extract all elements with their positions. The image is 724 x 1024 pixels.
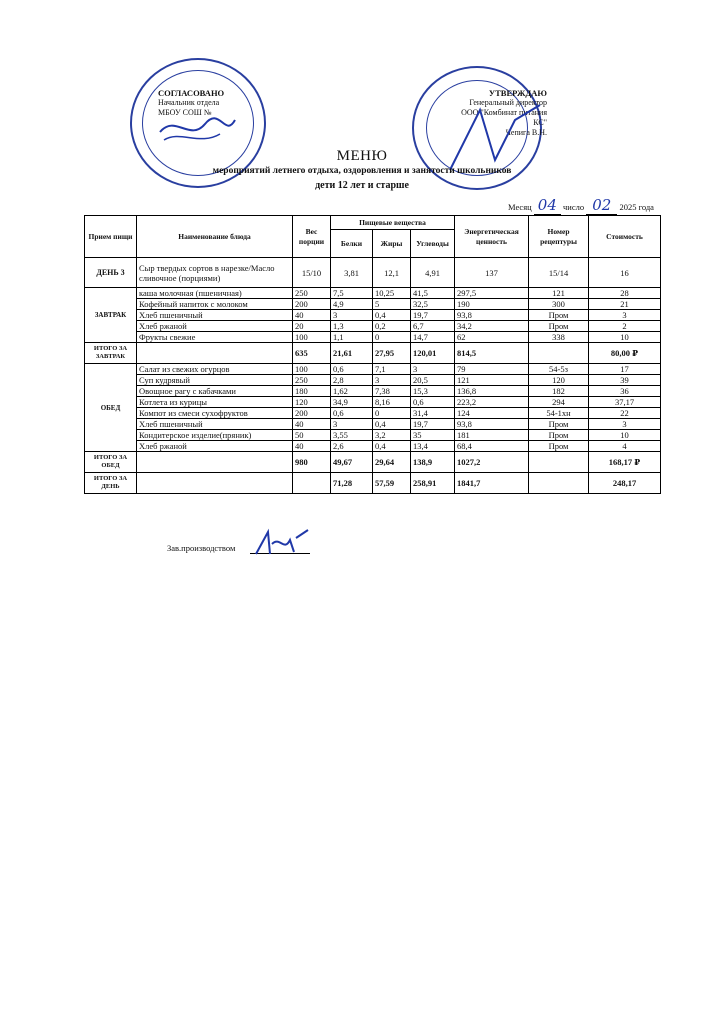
table-row xyxy=(85,441,661,452)
table-row xyxy=(85,408,661,419)
menu-table xyxy=(84,215,661,494)
carbs-cell: 32,5 xyxy=(411,299,455,310)
header-carbs: Углеводы xyxy=(411,230,455,258)
carbs-cell: 4,91 xyxy=(411,258,455,288)
energy-cell: 121 xyxy=(455,375,529,386)
carbs-cell: 20,5 xyxy=(411,375,455,386)
dish-cell: каша молочная (пшеничная) xyxy=(137,288,293,299)
fat-cell: 5 xyxy=(373,299,411,310)
energy-total: 814,5 xyxy=(455,343,529,364)
recipe-cell-empty xyxy=(529,452,589,473)
carbs-cell: 19,7 xyxy=(411,310,455,321)
fat-total: 29,64 xyxy=(373,452,411,473)
audience-line: дети 12 лет и старше xyxy=(315,180,409,191)
header-fat: Жиры xyxy=(373,230,411,258)
cost-cell: 28 xyxy=(589,288,661,299)
carbs-cell: 0,6 xyxy=(411,397,455,408)
weight-total: 635 xyxy=(293,343,331,364)
header-protein: Белки xyxy=(331,230,373,258)
header-row xyxy=(85,216,661,230)
cost-total: 80,00 ₽ xyxy=(589,343,661,364)
protein-total: 21,61 xyxy=(331,343,373,364)
carbs-cell: 41,5 xyxy=(411,288,455,299)
table-row xyxy=(85,375,661,386)
protein-cell: 4,9 xyxy=(331,299,373,310)
energy-cell: 190 xyxy=(455,299,529,310)
recipe-cell-empty xyxy=(529,473,589,494)
cost-cell: 4 xyxy=(589,441,661,452)
protein-total: 71,28 xyxy=(331,473,373,494)
total-row-breakfast xyxy=(85,343,661,364)
protein-cell: 34,9 xyxy=(331,397,373,408)
table-row xyxy=(85,299,661,310)
page-title: МЕНЮ xyxy=(336,148,388,164)
energy-cell: 93,8 xyxy=(455,419,529,430)
table-row xyxy=(85,288,661,299)
signature-bottom xyxy=(250,526,312,560)
weight-cell: 40 xyxy=(293,441,331,452)
recipe-cell: 54-5з xyxy=(529,364,589,375)
recipe-cell: 182 xyxy=(529,386,589,397)
carbs-total: 120,01 xyxy=(411,343,455,364)
energy-cell: 79 xyxy=(455,364,529,375)
recipe-cell: 120 xyxy=(529,375,589,386)
energy-cell: 223,2 xyxy=(455,397,529,408)
protein-cell: 3 xyxy=(331,310,373,321)
weight-cell: 20 xyxy=(293,321,331,332)
carbs-total: 138,9 xyxy=(411,452,455,473)
header-meal: Прием пищи xyxy=(85,216,137,258)
dish-cell: Кофейный напиток с молоком xyxy=(137,299,293,310)
cost-cell: 16 xyxy=(589,258,661,288)
recipe-cell: 338 xyxy=(529,332,589,343)
protein-cell: 3,81 xyxy=(331,258,373,288)
cost-total: 248,17 xyxy=(589,473,661,494)
weight-cell: 40 xyxy=(293,310,331,321)
header-energy: Энергетическая ценность xyxy=(455,216,529,258)
fat-cell: 10,25 xyxy=(373,288,411,299)
protein-cell: 1,62 xyxy=(331,386,373,397)
energy-total: 1841,7 xyxy=(455,473,529,494)
energy-cell: 62 xyxy=(455,332,529,343)
carbs-cell: 19,7 xyxy=(411,419,455,430)
protein-cell: 0,6 xyxy=(331,408,373,419)
month-label: Месяц xyxy=(508,202,532,212)
fat-cell: 8,16 xyxy=(373,397,411,408)
protein-total: 49,67 xyxy=(331,452,373,473)
energy-cell: 93,8 xyxy=(455,310,529,321)
fat-cell: 0,4 xyxy=(373,419,411,430)
weight-cell: 100 xyxy=(293,364,331,375)
weight-cell: 40 xyxy=(293,419,331,430)
cost-cell: 21 xyxy=(589,299,661,310)
carbs-cell: 15,3 xyxy=(411,386,455,397)
dish-cell: Котлета из курицы xyxy=(137,397,293,408)
total-row-day xyxy=(85,473,661,494)
fat-cell: 0 xyxy=(373,408,411,419)
header-nutrients: Пищевые вещества xyxy=(331,216,455,230)
weight-cell: 180 xyxy=(293,386,331,397)
cost-cell: 36 xyxy=(589,386,661,397)
fat-cell: 7,38 xyxy=(373,386,411,397)
weight-cell: 250 xyxy=(293,375,331,386)
weight-cell-empty xyxy=(293,473,331,494)
table-row xyxy=(85,364,661,375)
protein-cell: 2,6 xyxy=(331,441,373,452)
header-weight: Вес порции xyxy=(293,216,331,258)
protein-cell: 2,8 xyxy=(331,375,373,386)
dish-cell: Сыр твердых сортов в нарезке/Масло сливочное (порциями) xyxy=(137,258,293,288)
dish-cell: Хлеб пшеничный xyxy=(137,310,293,321)
dish-cell: Овощное рагу с кабачками xyxy=(137,386,293,397)
weight-cell: 15/10 xyxy=(293,258,331,288)
weight-cell: 200 xyxy=(293,299,331,310)
cost-cell: 10 xyxy=(589,332,661,343)
fat-cell: 0,4 xyxy=(373,441,411,452)
fat-cell: 3,2 xyxy=(373,430,411,441)
approval-left-line2: МБОУ СОШ № xyxy=(158,108,212,117)
table-row xyxy=(85,258,661,288)
dish-cell: Салат из свежих огурцов xyxy=(137,364,293,375)
cost-cell: 39 xyxy=(589,375,661,386)
cost-cell: 10 xyxy=(589,430,661,441)
dish-cell-empty xyxy=(137,473,293,494)
day-value: 02 xyxy=(586,196,617,215)
recipe-cell: 15/14 xyxy=(529,258,589,288)
cost-cell: 3 xyxy=(589,310,661,321)
protein-cell: 3 xyxy=(331,419,373,430)
protein-cell: 1,3 xyxy=(331,321,373,332)
energy-cell: 34,2 xyxy=(455,321,529,332)
carbs-cell: 13,4 xyxy=(411,441,455,452)
dish-cell: Фрукты свежие xyxy=(137,332,293,343)
carbs-cell: 14,7 xyxy=(411,332,455,343)
cost-cell: 2 xyxy=(589,321,661,332)
recipe-cell: Пром xyxy=(529,430,589,441)
protein-cell: 7,5 xyxy=(331,288,373,299)
carbs-total: 258,91 xyxy=(411,473,455,494)
production-manager-label: Зав.производством xyxy=(167,543,236,553)
fat-cell: 7,1 xyxy=(373,364,411,375)
approval-right-line3: Чепига В.Н. xyxy=(505,128,547,137)
total-label: ИТОГО ЗА ДЕНЬ xyxy=(85,473,137,494)
total-label: ИТОГО ЗА ЗАВТРАК xyxy=(85,343,137,364)
table-row xyxy=(85,386,661,397)
energy-cell: 297,5 xyxy=(455,288,529,299)
recipe-cell-empty xyxy=(529,343,589,364)
recipe-cell: Пром xyxy=(529,419,589,430)
recipe-cell: Пром xyxy=(529,310,589,321)
table-row xyxy=(85,332,661,343)
total-label: ИТОГО ЗА ОБЕД xyxy=(85,452,137,473)
fat-total: 27,95 xyxy=(373,343,411,364)
table-row xyxy=(85,321,661,332)
date-line xyxy=(508,196,654,214)
weight-cell: 250 xyxy=(293,288,331,299)
dish-cell-empty xyxy=(137,452,293,473)
day-label-cell: ДЕНЬ 3 xyxy=(85,258,137,288)
header-cost: Стоимость xyxy=(589,216,661,258)
table-row xyxy=(85,397,661,408)
protein-cell: 3,55 xyxy=(331,430,373,441)
signature-left xyxy=(150,112,240,148)
breakfast-label: ЗАВТРАК xyxy=(85,288,137,343)
dish-cell: Компот из смеси сухофруктов xyxy=(137,408,293,419)
carbs-cell: 6,7 xyxy=(411,321,455,332)
approval-right-title: УТВЕРЖДАЮ xyxy=(488,88,547,98)
fat-cell: 0,4 xyxy=(373,310,411,321)
page-subtitle: мероприятий летнего отдыха, оздоровления и занятости школьников xyxy=(212,166,512,176)
energy-cell: 137 xyxy=(455,258,529,288)
carbs-cell: 35 xyxy=(411,430,455,441)
cost-cell: 17 xyxy=(589,364,661,375)
header-dish: Наименование блюда xyxy=(137,216,293,258)
energy-cell: 124 xyxy=(455,408,529,419)
dish-cell-empty xyxy=(137,343,293,364)
total-row-lunch xyxy=(85,452,661,473)
protein-cell: 1,1 xyxy=(331,332,373,343)
energy-cell: 181 xyxy=(455,430,529,441)
dish-cell: Хлеб ржаной xyxy=(137,321,293,332)
fat-total: 57,59 xyxy=(373,473,411,494)
energy-cell: 68,4 xyxy=(455,441,529,452)
dish-cell: Суп кудрявый xyxy=(137,375,293,386)
lunch-label: ОБЕД xyxy=(85,364,137,452)
approval-right-line2: ООО "Комбинат питания КС" xyxy=(461,108,547,127)
cost-total: 168,17 ₽ xyxy=(589,452,661,473)
dish-cell: Хлеб ржаной xyxy=(137,441,293,452)
recipe-cell: Пром xyxy=(529,441,589,452)
weight-cell: 200 xyxy=(293,408,331,419)
recipe-cell: 294 xyxy=(529,397,589,408)
carbs-cell: 31,4 xyxy=(411,408,455,419)
month-value: 04 xyxy=(534,196,561,215)
fat-cell: 0,2 xyxy=(373,321,411,332)
energy-total: 1027,2 xyxy=(455,452,529,473)
weight-cell: 100 xyxy=(293,332,331,343)
fat-cell: 3 xyxy=(373,375,411,386)
dish-cell: Кондитерское изделие(пряник) xyxy=(137,430,293,441)
weight-cell: 120 xyxy=(293,397,331,408)
recipe-cell: 54-1хн xyxy=(529,408,589,419)
weight-cell: 50 xyxy=(293,430,331,441)
approval-right-line1: Генеральный директор xyxy=(469,98,547,107)
energy-cell: 136,8 xyxy=(455,386,529,397)
cost-cell: 3 xyxy=(589,419,661,430)
header-recipe: Номер рецептуры xyxy=(529,216,589,258)
cost-cell: 22 xyxy=(589,408,661,419)
recipe-cell: 300 xyxy=(529,299,589,310)
dish-cell: Хлеб пшеничный xyxy=(137,419,293,430)
recipe-cell: Пром xyxy=(529,321,589,332)
carbs-cell: 3 xyxy=(411,364,455,375)
weight-total: 980 xyxy=(293,452,331,473)
year-label: 2025 года xyxy=(619,202,654,212)
approval-left-title: СОГЛАСОВАНО xyxy=(158,88,225,98)
fat-cell: 0 xyxy=(373,332,411,343)
table-row xyxy=(85,419,661,430)
cost-cell: 37,17 xyxy=(589,397,661,408)
protein-cell: 0,6 xyxy=(331,364,373,375)
table-row xyxy=(85,430,661,441)
recipe-cell: 121 xyxy=(529,288,589,299)
fat-cell: 12,1 xyxy=(373,258,411,288)
table-row xyxy=(85,310,661,321)
day-label: число xyxy=(563,202,585,212)
approval-left-line1: Начальник отдела xyxy=(158,98,220,107)
